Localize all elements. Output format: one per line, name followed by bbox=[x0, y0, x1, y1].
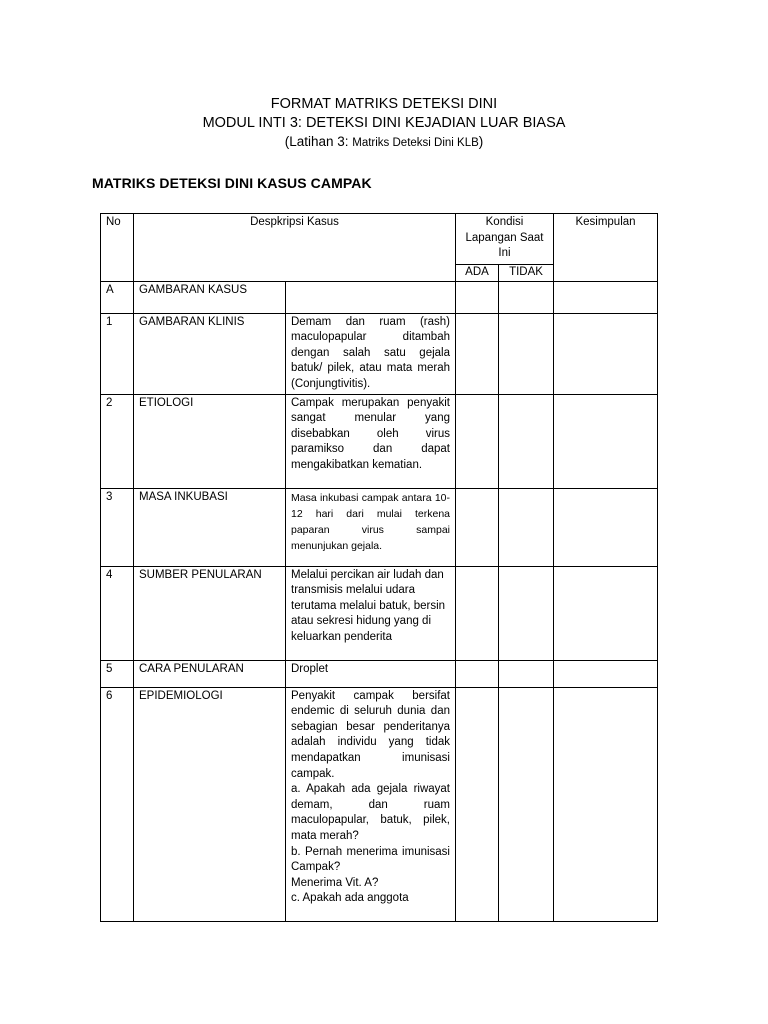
cell-ada bbox=[456, 660, 499, 687]
exercise-subtitle: (Latihan 3: Matriks Deteksi Dini KLB) bbox=[284, 134, 484, 149]
cell-ada bbox=[456, 281, 499, 313]
row-no: 1 bbox=[101, 313, 134, 394]
header-tidak: TIDAK bbox=[499, 265, 554, 282]
cell-ada bbox=[456, 566, 499, 660]
section-title: MATRIKS DETEKSI DINI KASUS CAMPAK bbox=[92, 175, 372, 191]
table-row bbox=[101, 394, 658, 488]
header-deskripsi-kasus: Despkripsi Kasus bbox=[134, 214, 456, 282]
row-no: 5 bbox=[101, 660, 134, 687]
table-row bbox=[101, 488, 658, 566]
row-description: Melalui percikan air ludah dan transmisis melalui udara terutama melalui batuk, bersin atau sekresi hidung yang di keluarkan penderita bbox=[286, 566, 456, 660]
row-label: ETIOLOGI bbox=[134, 394, 286, 488]
table-header-row bbox=[101, 214, 658, 265]
cell-ada bbox=[456, 313, 499, 394]
cell-ada bbox=[456, 394, 499, 488]
cell-kesimpulan bbox=[554, 488, 658, 566]
cell-ada bbox=[456, 488, 499, 566]
row-description: Campak merupakan penyakit sangat menular yang disebabkan oleh virus paramikso dan dapat mengakibatkan kematian. bbox=[286, 394, 456, 488]
cell-tidak bbox=[499, 687, 554, 921]
row-label: CARA PENULARAN bbox=[134, 660, 286, 687]
row-no: 3 bbox=[101, 488, 134, 566]
row-label: GAMBARAN KLINIS bbox=[134, 313, 286, 394]
cell-ada bbox=[456, 687, 499, 921]
document-title: FORMAT MATRIKS DETEKSI DINI bbox=[270, 96, 498, 112]
cell-tidak bbox=[499, 313, 554, 394]
header-no: No bbox=[101, 214, 134, 282]
module-title: MODUL INTI 3: DETEKSI DINI KEJADIAN LUAR BIASA bbox=[202, 115, 566, 131]
row-no: 4 bbox=[101, 566, 134, 660]
cell-tidak bbox=[499, 281, 554, 313]
row-label: GAMBARAN KASUS bbox=[134, 281, 286, 313]
row-label: MASA INKUBASI bbox=[134, 488, 286, 566]
cell-tidak bbox=[499, 394, 554, 488]
header-ada: ADA bbox=[456, 265, 499, 282]
cell-kesimpulan bbox=[554, 566, 658, 660]
row-no: A bbox=[101, 281, 134, 313]
row-description bbox=[286, 281, 456, 313]
row-label: EPIDEMIOLOGI bbox=[134, 687, 286, 921]
header-kondisi-lapangan: Kondisi Lapangan Saat Ini bbox=[456, 214, 554, 265]
table-row bbox=[101, 281, 658, 313]
table-row bbox=[101, 313, 658, 394]
row-description: Masa inkubasi campak antara 10-12 hari dari mulai terkena paparan virus sampai menunjukan gejala. bbox=[286, 488, 456, 566]
cell-tidak bbox=[499, 566, 554, 660]
detection-matrix-table bbox=[100, 213, 658, 922]
table-row bbox=[101, 687, 658, 921]
row-description: Demam dan ruam (rash) maculopapular ditambah dengan salah satu gejala batuk/ pilek, atau mata merah (Conjungtivitis). bbox=[286, 313, 456, 394]
row-no: 2 bbox=[101, 394, 134, 488]
cell-kesimpulan bbox=[554, 313, 658, 394]
cell-tidak bbox=[499, 660, 554, 687]
document-header bbox=[0, 95, 768, 152]
cell-kesimpulan bbox=[554, 660, 658, 687]
cell-tidak bbox=[499, 488, 554, 566]
row-no: 6 bbox=[101, 687, 134, 921]
row-description: Droplet bbox=[286, 660, 456, 687]
header-kesimpulan: Kesimpulan bbox=[554, 214, 658, 282]
row-description: Penyakit campak bersifat endemic di seluruh dunia dan sebagian besar penderitanya adalah individu yang tidak mendapatkan imunisasi campak. a. Apakah ada gejala riwayat demam, dan ruam maculopapular, batuk, pilek, mata merah? b. Pernah menerima imunisasi Campak? Menerima Vit. A? c. Apakah ada anggota bbox=[286, 687, 456, 921]
cell-kesimpulan bbox=[554, 281, 658, 313]
row-label: SUMBER PENULARAN bbox=[134, 566, 286, 660]
cell-kesimpulan bbox=[554, 394, 658, 488]
table-row bbox=[101, 566, 658, 660]
cell-kesimpulan bbox=[554, 687, 658, 921]
table-row bbox=[101, 660, 658, 687]
